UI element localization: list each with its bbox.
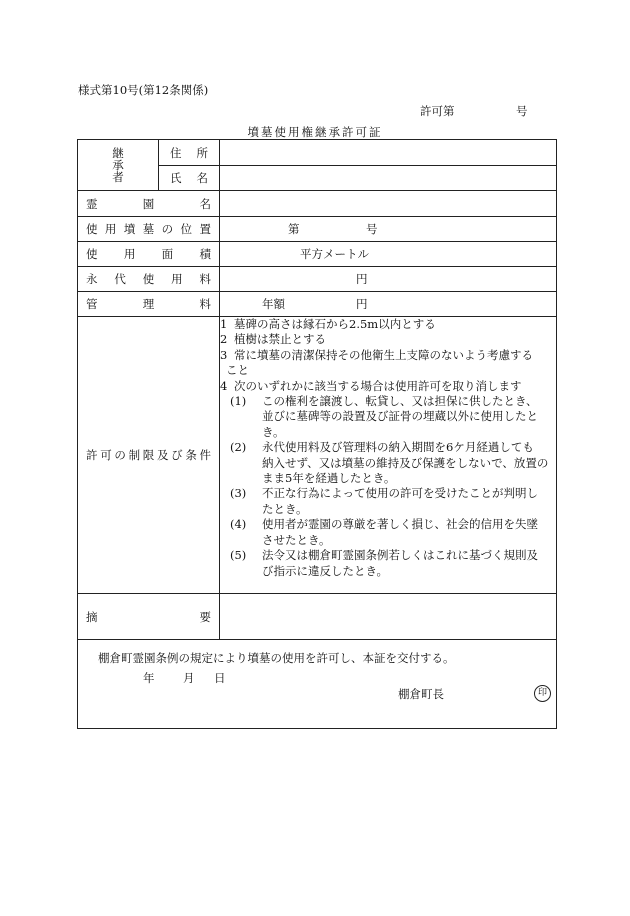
label-char: 住	[170, 145, 182, 160]
label-char: 用	[104, 222, 117, 236]
label-char: 名	[199, 196, 211, 211]
seal-mark: 印	[534, 685, 551, 702]
label-char: の	[161, 222, 174, 236]
address-label	[159, 140, 220, 166]
condition-text: 次のいずれかに該当する場合は使用許可を取り消します	[234, 378, 522, 393]
address-row	[78, 140, 557, 166]
condition-number: 4	[220, 378, 228, 393]
area-row	[78, 242, 557, 267]
date-month: 月	[183, 671, 195, 685]
area-label	[78, 242, 220, 267]
name-field[interactable]	[220, 166, 557, 191]
grave-number-prefix: 第	[288, 222, 300, 236]
perpetual-fee-field[interactable]	[220, 267, 557, 292]
label-char: 墳	[123, 222, 136, 236]
revocation-number: (1)	[230, 394, 247, 409]
label-char: 墓	[142, 222, 155, 236]
heir-label-char: 承	[112, 158, 124, 172]
revocation-line: この権利を譲渡し、転貸し、又は担保に供したとき、	[262, 394, 538, 409]
grave-location-label	[78, 217, 220, 242]
area-field[interactable]	[220, 242, 557, 267]
management-fee-row	[78, 292, 557, 317]
date-year: 年	[143, 671, 155, 685]
revocation-line: び指示に違反したとき。	[262, 563, 389, 578]
management-fee-prefix: 年額	[262, 297, 285, 311]
revocation-line: 不正な行為によって使用の許可を受けたことが判明し	[262, 486, 538, 501]
label-char: 氏	[170, 171, 182, 185]
revocation-line: き。	[262, 424, 285, 439]
conditions-row	[78, 317, 557, 594]
perpetual-fee-row	[78, 267, 557, 292]
revocation-number: (5)	[230, 548, 247, 563]
label-char: 位	[180, 222, 193, 236]
revocation-number: (3)	[230, 486, 247, 501]
management-fee-unit: 円	[356, 297, 368, 311]
revocation-line: 並びに墓碑等の設置及び証骨の埋蔵以外に使用したと	[262, 409, 538, 424]
label-char: 永	[86, 272, 98, 286]
label-char: 面	[161, 247, 174, 261]
revocation-line: 使用者が霊園の尊厳を著しく損じ、社会的信用を失墜	[262, 517, 538, 532]
mayor-title: 棚倉町長	[398, 687, 444, 701]
summary-label	[78, 594, 220, 640]
label-char: 制	[128, 448, 141, 462]
revocation-line: させたとき。	[262, 532, 331, 547]
management-fee-field[interactable]	[220, 292, 557, 317]
condition-item	[220, 332, 556, 347]
grave-number-suffix: 号	[366, 222, 378, 236]
permit-number-suffix: 号	[516, 104, 528, 118]
cemetery-row	[78, 191, 557, 217]
summary-field[interactable]	[220, 594, 557, 640]
condition-number: 2	[220, 332, 228, 347]
condition-item	[220, 379, 556, 394]
conditions-label	[78, 317, 220, 594]
condition-text: 植樹は禁止とする	[234, 332, 326, 347]
label-char: 管	[86, 297, 98, 311]
condition-item	[220, 317, 556, 332]
label-char: 摘	[86, 609, 98, 624]
conditions-text	[220, 317, 557, 594]
cemetery-label	[78, 191, 220, 217]
cemetery-field[interactable]	[220, 191, 557, 217]
label-char: び	[171, 448, 183, 462]
label-char: 名	[196, 171, 208, 185]
revocation-line: まま5年を経過したとき。	[262, 471, 396, 486]
revocation-line: 法令又は棚倉町霊園条例若しくはこれに基づく規則及	[262, 548, 538, 563]
perpetual-fee-label	[78, 267, 220, 292]
condition-continuation	[220, 363, 556, 378]
label-char: 許	[86, 448, 98, 462]
permit-number-label: 許可第	[420, 104, 455, 118]
revocation-item	[220, 517, 556, 548]
summary-row	[78, 594, 557, 640]
date-day: 日	[214, 671, 226, 685]
label-char: 積	[199, 247, 211, 261]
declaration-text: 棚倉町霊園条例の規定により墳墓の使用を許可し、本証を交付する。	[98, 651, 455, 665]
revocation-number: (4)	[230, 517, 247, 532]
label-char: 可	[100, 448, 112, 462]
perpetual-fee-unit: 円	[356, 272, 368, 286]
condition-number: 3	[220, 347, 228, 362]
revocation-item	[220, 548, 556, 579]
revocation-item	[220, 394, 556, 440]
label-char: 要	[199, 609, 211, 624]
label-char: 園	[142, 196, 155, 211]
revocation-line: 納入せず、又は墳墓の維持及び保護をしないで、放置の	[262, 455, 549, 470]
label-char: 及	[156, 448, 169, 462]
address-field[interactable]	[220, 140, 557, 166]
label-char: 霊	[86, 196, 98, 211]
condition-text: こと	[226, 363, 249, 378]
document-title: 墳墓使用権継承許可証	[247, 125, 383, 139]
label-char: 理	[142, 297, 155, 311]
condition-number: 1	[220, 317, 228, 331]
revocation-number: (2)	[230, 440, 247, 455]
grave-location-field[interactable]	[220, 217, 557, 242]
label-char: 件	[199, 448, 211, 462]
label-char: 用	[171, 272, 183, 286]
heir-label-char: 継	[112, 146, 124, 160]
label-char: 使	[142, 272, 155, 286]
date-signature-line	[78, 666, 556, 728]
label-char: 使	[86, 247, 98, 261]
revocation-item	[220, 486, 556, 517]
label-char: 限	[142, 448, 155, 462]
management-fee-label	[78, 292, 220, 317]
label-char: 使	[86, 222, 98, 236]
declaration-row	[78, 640, 557, 729]
condition-text: 墓碑の高さは縁石から2.5m以内とする	[234, 317, 436, 331]
heir-label-char: 者	[112, 170, 124, 184]
grave-location-row	[78, 217, 557, 242]
revocation-line: たとき。	[262, 501, 308, 516]
declaration-cell	[78, 640, 557, 729]
condition-text: 常に墳墓の清潔保持その他衛生上支障のないよう考慮する	[234, 347, 533, 362]
name-label	[159, 166, 220, 191]
revocation-line: 永代使用料及び管理料の納入期間を6ケ月経過しても	[262, 440, 534, 455]
label-char: 代	[114, 272, 126, 286]
label-char: の	[114, 448, 126, 462]
condition-item	[220, 348, 556, 363]
revocation-item	[220, 440, 556, 486]
label-char: 料	[199, 297, 211, 311]
label-char: 所	[196, 145, 208, 160]
label-char: 置	[199, 222, 211, 236]
permit-form-table	[77, 139, 557, 729]
label-char: 条	[185, 448, 197, 462]
label-char: 用	[123, 247, 136, 261]
area-unit: 平方メートル	[300, 247, 369, 261]
heir-label-cell	[78, 140, 159, 191]
form-reference: 様式第10号(第12条関係)	[78, 83, 209, 97]
label-char: 料	[199, 272, 211, 286]
